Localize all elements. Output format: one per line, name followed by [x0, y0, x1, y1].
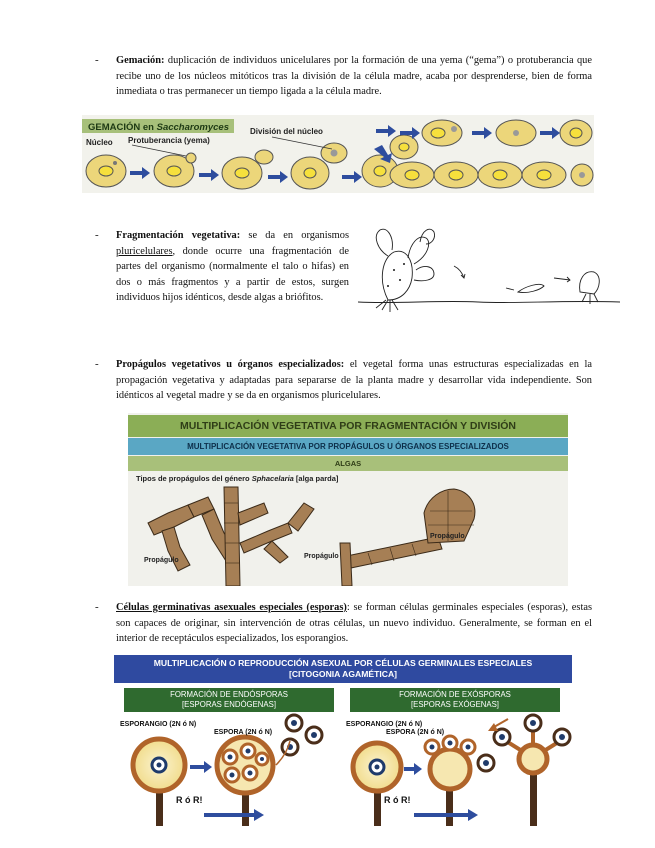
label-esporangio-endo: ESPORANGIO (2N ó N) [120, 721, 197, 728]
gemacion-figure [82, 115, 594, 193]
arrow-icon [404, 763, 422, 775]
caption-tipos-propagulos: Tipos de propágulos del género Sphacelaria [alga parda] [136, 474, 339, 483]
arrow-icon [204, 809, 264, 821]
esporas-liberadas [276, 715, 322, 765]
label-nucleo: Núcleo [86, 138, 113, 147]
esporangio-endo-1 [133, 739, 185, 826]
banner-fragmentacion: MULTIPLICACIÓN VEGETATIVA POR FRAGMENTACIÓN Y DIVISIÓN [128, 415, 568, 437]
esporas-figure [114, 655, 572, 826]
bullet-fragmentacion: - [95, 229, 99, 241]
paragraph-esporas [116, 600, 592, 647]
banner-exosporas: FORMACIÓN DE EXÓSPORAS [ESPORAS EXÓGENAS] [350, 688, 560, 712]
text-fragmentacion-underlined: pluricelulares [116, 245, 173, 257]
cactus-fragmentation-figure [358, 220, 620, 312]
text-fragmentacion-a: se da en organismos [248, 230, 349, 241]
label-ror-endo: R ó R! [176, 795, 203, 805]
text-esporas: : se forman células germinales especiales (esporas), estas son capaces de originar, sin intervención de otras células, un nuevo individuo. Generalmente, se forman en el interior de receptáculos especializados, los esporangios. [116, 602, 592, 644]
banner-algas: ALGAS [128, 456, 568, 471]
term-esporas: Células germinativas asexuales especiales (esporas) [116, 602, 347, 613]
yeast-cell-1 [86, 155, 126, 187]
text-propagulos: el vegetal forma unas estructuras especializadas en la propagación vegetativa y adaptadas para separarse de la planta madre y desarrollar vida independiente. Son idénticos al vegetal madre y se da en organismos pluricelulares. [116, 359, 592, 401]
propagulos-figure [128, 413, 568, 586]
bullet-propagulos: - [95, 358, 99, 370]
banner-title: MULTIPLICACIÓN O REPRODUCCIÓN ASEXUAL POR CÉLULAS GERMINALES ESPECIALES [CITOGONIA AGAMÉTICA] [114, 655, 572, 683]
label-division-nucleo: División del núcleo [250, 127, 323, 136]
label-ror-exo: R ó R! [384, 795, 411, 805]
esporangio-endo-2 [217, 737, 273, 826]
label-propagulo-2: Propágulo [304, 553, 339, 560]
label-protuberancia: Protuberancia (yema) [128, 136, 210, 145]
banner-propagulos: MULTIPLICACIÓN VEGETATIVA POR PROPÁGULOS U ÓRGANOS ESPECIALIZADOS [128, 438, 568, 455]
paragraph-gemacion [116, 53, 592, 100]
label-espora-endo: ESPORA (2N ó N) [214, 729, 273, 736]
esporangio-exo-1 [353, 743, 401, 826]
paragraph-fragmentacion [116, 228, 349, 306]
bullet-esporas: - [95, 601, 99, 613]
paragraph-propagulos [116, 357, 592, 404]
esporangio-exo-3 [478, 715, 570, 826]
arrow-icon [190, 761, 212, 773]
esporas-drawings [114, 713, 572, 826]
text-fragmentacion-b: , donde ocurre una fragmentación de partes del organismo (normalmente el talo o hifas) en dos o más fragmentos y a partir de estos, surgen individuos hijos idénticos, desde algas a briófitos. [116, 245, 349, 303]
bullet-gemacion: - [95, 54, 99, 66]
label-propagulo-1: Propágulo [144, 557, 179, 564]
term-fragmentacion: Fragmentación vegetativa: [116, 230, 241, 241]
banner-endosporas: FORMACIÓN DE ENDÓSPORAS [ESPORAS ENDÓGENAS] [124, 688, 334, 712]
esporangio-exo-2 [425, 736, 475, 826]
sphacelaria-drawings [128, 483, 568, 586]
label-espora-exo: ESPORA (2N ó N) [386, 729, 445, 736]
label-propagulo-3: Propágulo [430, 533, 465, 540]
gemacion-title: GEMACIÓN en Saccharomyces [88, 122, 229, 133]
term-gemacion: Gemación: [116, 55, 165, 66]
label-esporangio-exo: ESPORANGIO (2N ó N) [346, 721, 423, 728]
term-propagulos: Propágulos vegetativos u órganos especializados: [116, 359, 345, 370]
text-gemacion: duplicación de individuos unicelulares por la formación de una yema (“gema”) o protuberancia que recibe uno de los núcleos mitóticos tras la división de la célula madre, acaba por desprenderse, bien de forma inmediata o tras permanecer un tiempo ligada a la célula madre. [116, 55, 592, 97]
